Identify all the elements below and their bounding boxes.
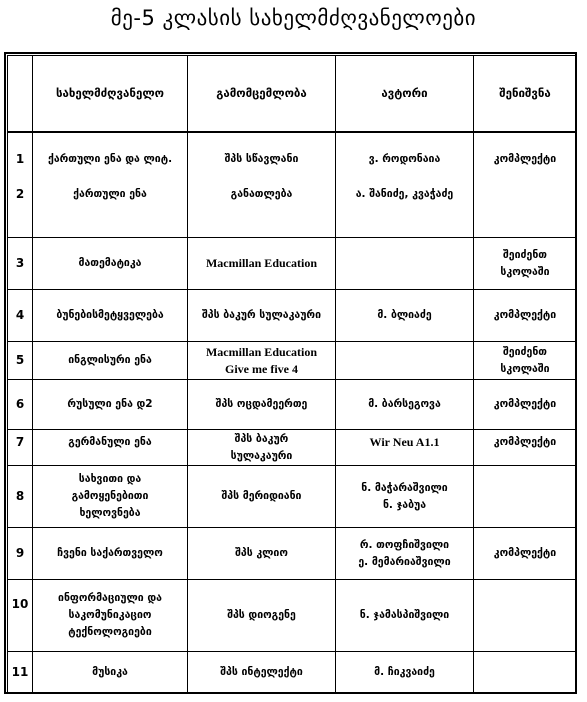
book-title: საკომუნიკაციო [68, 609, 152, 621]
note: შეიძენთ [503, 248, 547, 261]
publisher: Give me five 4 [225, 361, 298, 376]
book-title: მათემატიკა [33, 238, 188, 290]
note: სკოლაში [500, 362, 550, 375]
publisher: შპს ოცდამეერთე [188, 380, 336, 430]
table-row [8, 290, 577, 342]
table-row [8, 132, 577, 238]
header-note: შენიშვნა [474, 56, 577, 132]
note: შეიძენთ [503, 345, 547, 358]
row-number: 10 [8, 580, 33, 652]
book-title: ჩვენი საქართველო [33, 528, 188, 580]
publisher: სულაკაური [230, 449, 293, 462]
publisher: Macmillan Education [188, 238, 336, 290]
note [474, 652, 577, 694]
book-title: ინგლისური ენა [33, 342, 188, 380]
book-title: ბუნებისმეტყველება [33, 290, 188, 342]
row-number: 6 [8, 380, 33, 430]
header-author: ავტორი [336, 56, 474, 132]
publisher: Macmillan Education [205, 344, 317, 359]
author: მ. ბლიაძე [336, 290, 474, 342]
author: ა. შანიძე, კვაჭაძე [355, 187, 454, 200]
author: მ. ბარსეგოვა [336, 380, 474, 430]
publisher: შპს სწავლანი [224, 152, 299, 165]
table-row [8, 652, 577, 694]
book-title: რუსული ენა დ2 [33, 380, 188, 430]
publisher: შპს ბაკურ [234, 432, 289, 445]
book-title: ხელოვნება [79, 507, 141, 519]
row-number: 3 [8, 238, 33, 290]
author: რ. თოფჩიშვილი [359, 538, 450, 551]
textbook-table [7, 55, 577, 694]
row-number: 5 [8, 342, 33, 380]
header-row [8, 56, 577, 132]
author: ნ. მაჭარაშვილი [361, 481, 448, 494]
table-row [8, 380, 577, 430]
table-row [8, 580, 577, 652]
book-title: ქართული ენა [73, 187, 147, 200]
publisher: შპს მერიდიანი [188, 466, 336, 528]
author: ე. მემარიაშვილი [358, 555, 451, 568]
author: ნ. ჯამასპიშვილი [336, 580, 474, 652]
row-number: 9 [8, 528, 33, 580]
book-title: ქართული ენა და ლიტ. [47, 152, 173, 165]
note: კომპლექტი [474, 132, 577, 238]
book-title: მუსიკა [33, 652, 188, 694]
publisher: განათლება [230, 187, 293, 200]
note [474, 466, 577, 528]
table-row [8, 342, 577, 380]
note: კომპლექტი [474, 380, 577, 430]
publisher: შპს დიოგენე [188, 580, 336, 652]
note: სკოლაში [500, 265, 550, 278]
author [336, 238, 474, 290]
row-number: 11 [8, 652, 33, 694]
author: მ. ჩიკვაიძე [336, 652, 474, 694]
row-number: 7 [8, 430, 33, 466]
note: კომპლექტი [474, 290, 577, 342]
row-number: 4 [8, 290, 33, 342]
header-publisher: გამომცემლობა [188, 56, 336, 132]
author: ნ. ჯაბუა [382, 498, 427, 511]
row-number: 8 [8, 466, 33, 528]
book-title: ტექნოლოგიები [68, 626, 152, 638]
publisher: შპს ბაკურ სულაკაური [188, 290, 336, 342]
note: კომპლექტი [474, 430, 577, 466]
table-row [8, 466, 577, 528]
publisher: შპს კლიო [188, 528, 336, 580]
book-title: გამოყენებითი [71, 490, 149, 502]
row-number: 1 [15, 151, 25, 166]
book-title: სახვითი და [78, 473, 142, 485]
header-book: სახელმძღვანელო [33, 56, 188, 132]
page-title: მე-5 კლასის სახელმძღვანელოები [110, 6, 477, 30]
table-row [8, 528, 577, 580]
author [336, 342, 474, 380]
book-title: ინფორმაციული და [58, 592, 162, 604]
author: ვ. როდონაია [368, 152, 441, 165]
note: კომპლექტი [474, 528, 577, 580]
row-number: 2 [15, 186, 25, 201]
table-row [8, 238, 577, 290]
book-title: გერმანული ენა [33, 430, 188, 466]
note [474, 580, 577, 652]
author: Wir Neu A1.1 [336, 430, 474, 466]
publisher: შპს ინტელექტი [188, 652, 336, 694]
header-num [8, 56, 33, 132]
table-row [8, 430, 577, 466]
